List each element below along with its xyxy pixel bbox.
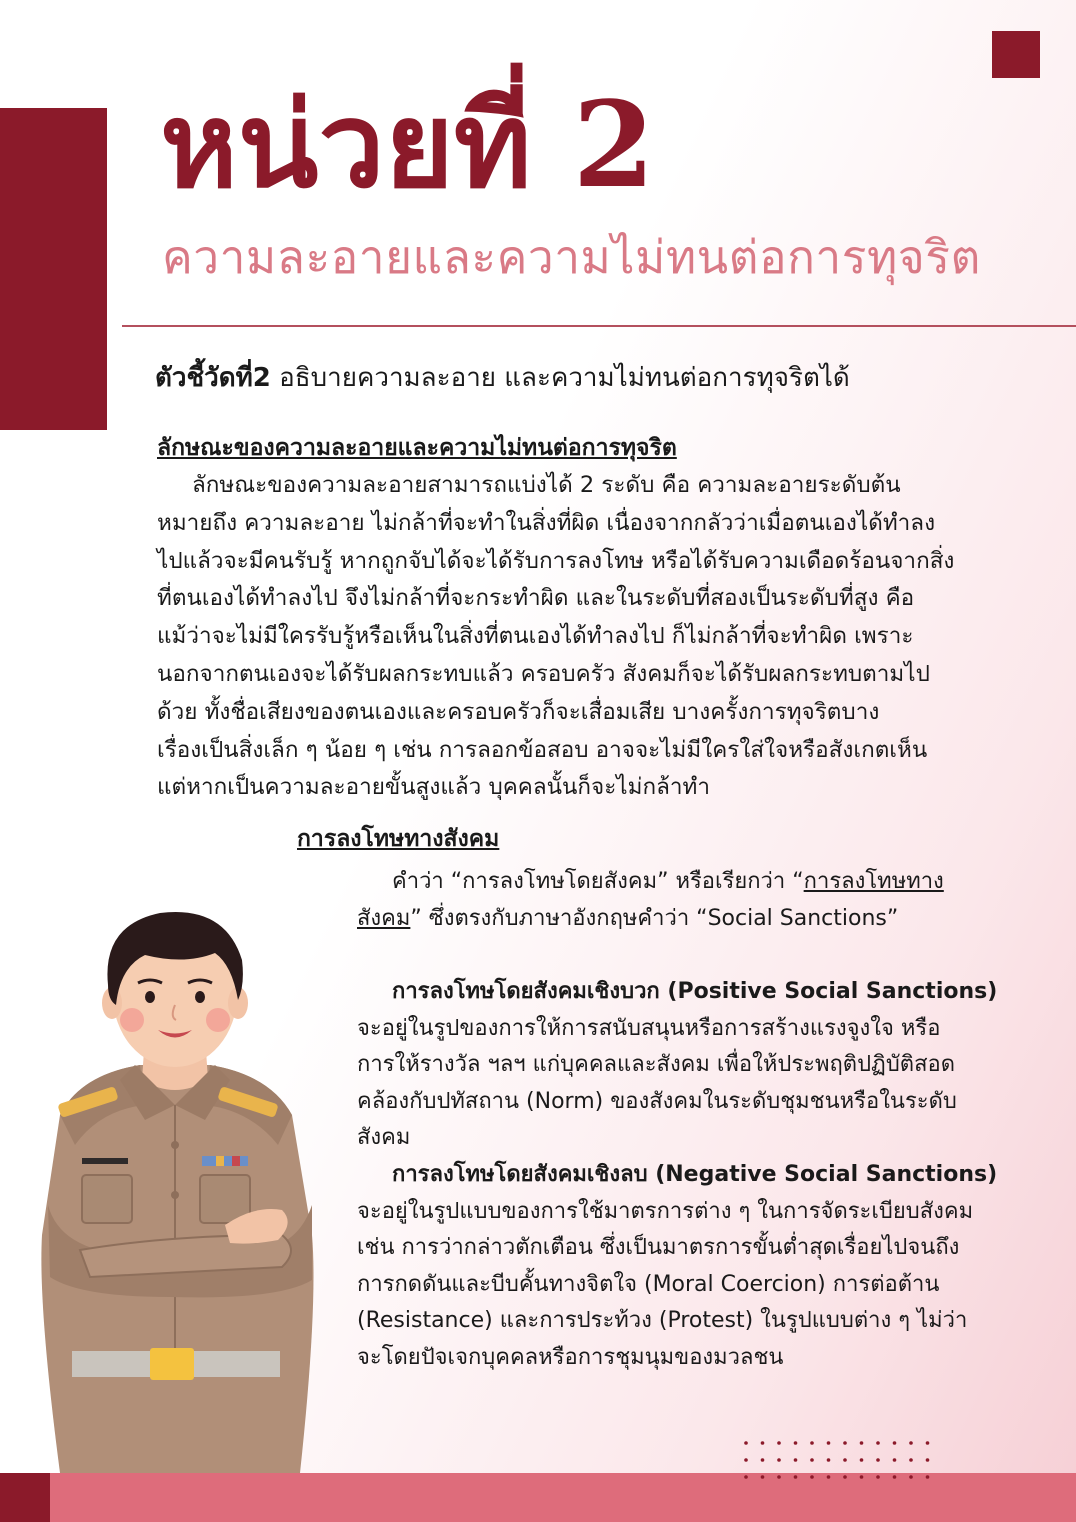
negative-sanction-block (357, 1157, 997, 1376)
intro-underlined-term: สังคม (357, 905, 411, 931)
decorative-dot (860, 1458, 864, 1462)
decorative-dot (810, 1458, 814, 1462)
decorative-dot (794, 1475, 798, 1479)
positive-sanction-heading: การลงโทษโดยสังคมเชิงบวก (Positive Social Sanctions) (392, 979, 998, 1004)
decorative-dot (843, 1441, 847, 1445)
section-heading: ลักษณะของความละอายและความไม่ทนต่อการทุจริต (157, 435, 677, 461)
teacher-illustration (20, 905, 330, 1473)
decorative-dot (810, 1441, 814, 1445)
dot-pattern (740, 1438, 940, 1483)
paragraph-line: เช่น การว่ากล่าวตักเตือน ซึ่งเป็นมาตรการขั้นต่ำสุดเรื่อยไปจนถึง (357, 1235, 960, 1260)
positive-sanction-block (357, 974, 997, 1157)
decorative-dot (810, 1475, 814, 1479)
paragraph-line: ไปแล้วจะมีคนรับรู้ หากถูกจับได้จะได้รับการลงโทษ หรือได้รับความเดือดร้อนจากสิ่ง (157, 547, 955, 574)
decorative-dot (876, 1441, 880, 1445)
decorative-dot (926, 1475, 930, 1479)
page-title: หน่วยที่ 2 (160, 75, 655, 214)
paragraph-line: จะอยู่ในรูปของการให้การสนับสนุนหรือการสร้างแรงจูงใจ หรือ (357, 1015, 941, 1041)
decorative-dot (843, 1475, 847, 1479)
decorative-dot (860, 1441, 864, 1445)
decorative-dot (761, 1458, 765, 1462)
paragraph-line: การกดดันและบีบคั้นทางจิตใจ (Moral Coercion) การต่อต้าน (357, 1271, 940, 1297)
decorative-dot (777, 1458, 781, 1462)
paragraph-line: จะอยู่ในรูปแบบของการใช้มาตรการต่าง ๆ ในการจัดระเบียบสังคม (357, 1198, 974, 1224)
paragraph-line: สังคม (357, 1125, 411, 1150)
intro-underlined-term: การลงโทษทาง (803, 869, 944, 894)
intro-text: ” ซึ่งตรงกับภาษาอังกฤษคำว่า “Social Sanctions” (410, 905, 899, 931)
section-paragraph (157, 467, 954, 807)
decorative-dot (893, 1475, 897, 1479)
learning-indicator (155, 356, 850, 400)
decorative-dot (761, 1475, 765, 1479)
decorative-dot (909, 1458, 913, 1462)
indicator-label: ตัวชี้วัดที่2 (155, 363, 271, 393)
decorative-dot (777, 1441, 781, 1445)
paragraph-line: แม้ว่าจะไม่มีใครรับรู้หรือเห็นในสิ่งที่ตนเองได้ทำลงไป ก็ไม่กล้าที่จะทำผิด เพราะ (157, 623, 914, 650)
paragraph-line: คล้องกับปทัสถาน (Norm) ของสังคมในระดับชุมชนหรือในระดับ (357, 1088, 957, 1114)
decorative-dot (777, 1475, 781, 1479)
social-sanction-intro (357, 864, 944, 937)
corner-accent-square (992, 31, 1040, 78)
decorative-dot (893, 1441, 897, 1445)
decorative-dot (744, 1475, 748, 1479)
paragraph-line: (Resistance) และการประท้วง (Protest) ในรูปแบบต่าง ๆ ไม่ว่า (357, 1308, 968, 1333)
page-subtitle: ความละอายและความไม่ทนต่อการทุจริต (162, 230, 981, 284)
decorative-dot (909, 1475, 913, 1479)
decorative-dot (761, 1441, 765, 1445)
paragraph-line: ด้วย ทั้งชื่อเสียงของตนเองและครอบครัวก็จะเสื่อมเสีย บางครั้งการทุจริตบาง (157, 698, 880, 725)
paragraph-line: แต่หากเป็นความละอายขั้นสูงแล้ว บุคคลนั้นก็จะไม่กล้าทำ (157, 774, 710, 801)
decorative-dot (926, 1441, 930, 1445)
paragraph-line: การให้รางวัล ฯลฯ แก่บุคคลและสังคม เพื่อให้ประพฤติปฏิบัติสอด (357, 1052, 955, 1077)
paragraph-line: ลักษณะของความละอายสามารถแบ่งได้ 2 ระดับ คือ ความละอายระดับต้น (192, 472, 901, 498)
paragraph-line: ที่ตนเองได้ทำลงไป จึงไม่กล้าที่จะกระทำผิด และในระดับที่สองเป็นระดับที่สูง คือ (157, 585, 915, 612)
decorative-dot (843, 1458, 847, 1462)
decorative-dot (827, 1441, 831, 1445)
decorative-dot (860, 1475, 864, 1479)
left-accent-bar (0, 108, 107, 430)
decorative-dot (909, 1441, 913, 1445)
decorative-dot (794, 1458, 798, 1462)
decorative-dot (893, 1458, 897, 1462)
indicator-text: อธิบายความละอาย และความไม่ทนต่อการทุจริตได้ (270, 363, 850, 393)
bottom-corner-block (0, 1473, 50, 1522)
decorative-dot (794, 1441, 798, 1445)
paragraph-line: จะโดยปัจเจกบุคคลหรือการชุมนุมของมวลชน (357, 1344, 784, 1370)
intro-text: คำว่า “การลงโทษโดยสังคม” หรือเรียกว่า “ (392, 869, 804, 894)
decorative-dot (827, 1475, 831, 1479)
decorative-dot (744, 1458, 748, 1462)
paragraph-line: เรื่องเป็นสิ่งเล็ก ๆ น้อย ๆ เช่น การลอกข้อสอบ อาจจะไม่มีใครใส่ใจหรือสังเกตเห็น (157, 736, 928, 763)
negative-sanction-heading: การลงโทษโดยสังคมเชิงลบ (Negative Social Sanctions) (392, 1162, 998, 1187)
paragraph-line: หมายถึง ความละอาย ไม่กล้าที่จะทำในสิ่งที่ผิด เนื่องจากกลัวว่าเมื่อตนเองได้ทำลง (157, 509, 936, 536)
decorative-dot (876, 1475, 880, 1479)
social-sanction-heading: การลงโทษทางสังคม (297, 826, 500, 852)
title-divider (122, 325, 1076, 327)
decorative-dot (827, 1458, 831, 1462)
decorative-dot (876, 1458, 880, 1462)
decorative-dot (926, 1458, 930, 1462)
decorative-dot (744, 1441, 748, 1445)
paragraph-line: นอกจากตนเองจะได้รับผลกระทบแล้ว ครอบครัว สังคมก็จะได้รับผลกระทบตามไป (157, 660, 930, 687)
